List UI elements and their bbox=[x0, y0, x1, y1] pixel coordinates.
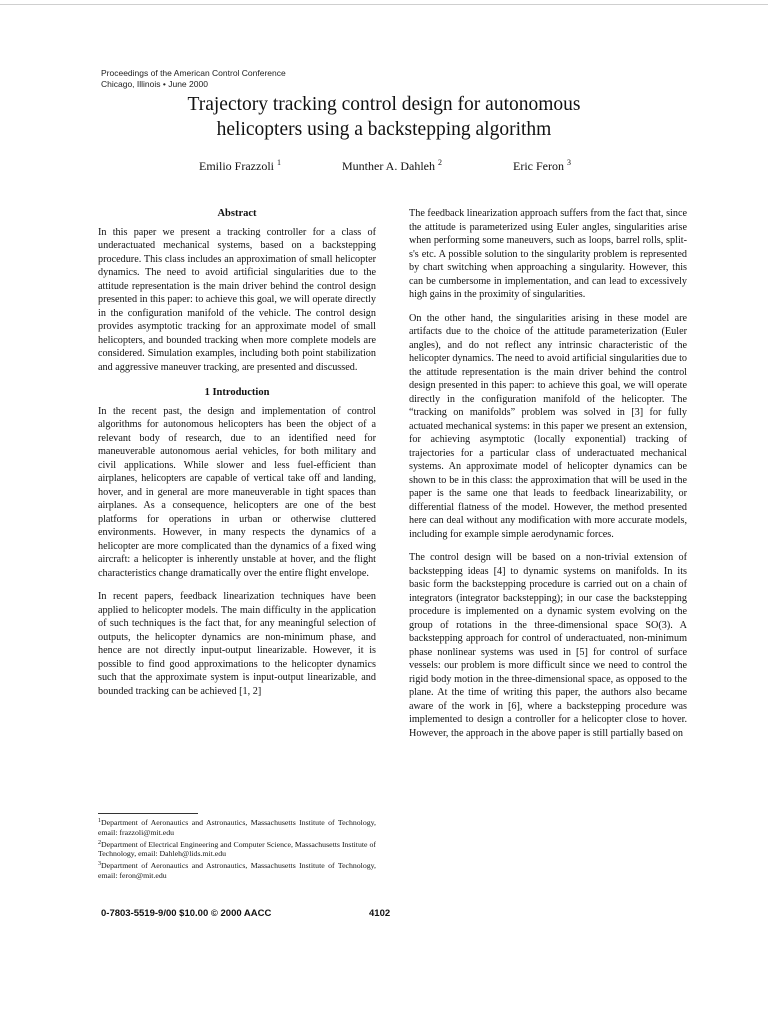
proceedings-header bbox=[101, 68, 286, 89]
right-paragraph-3: The control design will be based on a non-trivial extension of backstepping ideas [4] to dynamic systems on manifolds. In its basic form the backstepping procedure is carried out on a chain of integrators (integrator backstepping); in our case the backstepping procedure is implemented on a dynamic system evolving on the group of rotations in the three-dimensional space SO(3). A backstepping approach for control of underactuated, non-minimum phase nonlinear systems was used in [5] for control of surface vessels: our problem is more difficult since we need to control the rigid body motion in the three-dimensional space, as opposed to the plane. At the time of writing this paper, the authors also became aware of the work in [6], where a backstepping procedure was implemented to design a controller for a helicopter close to hover. However, the approach in the above paper is still partially based on bbox=[409, 552, 687, 739]
author-1-mark: 1 bbox=[276, 158, 281, 167]
footnote-1-text: Department of Aeronautics and Astronautics, Massachusetts Institute of Technology, email: frazzoli@mit.edu bbox=[98, 818, 376, 837]
isbn-footer: 0-7803-5519-9/00 $10.00 © 2000 AACC bbox=[101, 908, 272, 919]
abstract-text: In this paper we present a tracking controller for a class of underactuated mechanical systems, based on a backstepping procedure. This class includes an approximation of small helicopter dynamics. The need to avoid artificial singularities due to the attitude representation is the main driver behind the control design presented in this paper: to achieve this goal, we will operate directly in the configuration manifold of the vehicle. The control design provides asymptotic tracking for an approximate model of small helicopters, and bounded tracking when more complete models are considered. Simulation examples, including both point stabilization and aggressive maneuver tracking, are presented and discussed. bbox=[98, 226, 376, 373]
intro-paragraph-2: In recent papers, feedback linearization techniques have been applied to helicopter models. The main difficulty in the application of such techniques is the fact that, for any meaningful selection of outputs, the helicopter dynamics are non-minimum phase, and hence are not directly input-output linearizable. However, it is possible to find good approximations to the helicopter dynamics such that the approximate system is input-output linearizable, and bounded tracking can be achieved [1, 2] bbox=[98, 591, 376, 697]
right-paragraph-2: On the other hand, the singularities arising in these model are artifacts due to the choice of the attitude parameterization (Euler angles), and do not reflect any intrinsic characteristic of the helicopter dynamics. The need to avoid artificial singularities due to the attitude representation is the main driver behind the control design presented in this paper: to achieve this goal, we will operate directly in the configuration manifold of the helicopter. The “tracking on manifolds” problem was solved in [3] for fully actuated mechanical systems: in this paper we present an extension, for achieving asymptotic (locally exponential) tracking of trajectories for a particular class of underactuated mechanical systems. An approximate model of helicopter dynamics can be shown to be in this class: the approximation that will be used in the paper is the same one that leads to feedback linearizability, or differential flatness of the model. However, the method presented here can deal without any modification with more accurate models, including for example simple aerodynamic forces. bbox=[409, 312, 687, 540]
author-3 bbox=[513, 158, 571, 174]
footnote-2 bbox=[98, 839, 376, 860]
author-2 bbox=[342, 158, 442, 174]
footnote-1 bbox=[98, 817, 376, 838]
author-1 bbox=[199, 158, 281, 174]
footnote-3-text: Department of Aeronautics and Astronautics, Massachusetts Institute of Technology, email: feron@mit.edu bbox=[98, 861, 376, 880]
author-3-mark: 3 bbox=[566, 158, 571, 167]
title-line-1: Trajectory tracking control design for autonomous bbox=[187, 94, 581, 115]
page-top-rule bbox=[0, 4, 768, 5]
footnote-2-text: Department of Electrical Engineering and Computer Science, Massachusetts Institute of Technology, email: Dahleh@lids.mit.edu bbox=[98, 839, 376, 859]
author-2-name: Munther A. Dahleh bbox=[342, 159, 435, 173]
right-paragraph-1: The feedback linearization approach suffers from the fact that, since the attitude is parameterized using Euler angles, singularities arise when performing some maneuvers, such as loops, barrel rolls, split-s's etc. A possible solution to the singularity problem is represented by chart switching when approaching a singularity. However, this can be cumbersome in implementation, and can lead to excessively high gains in the proximity of singularities. bbox=[409, 208, 687, 300]
paper-title bbox=[40, 92, 728, 142]
footnote-3-mark: 3 bbox=[98, 861, 101, 868]
author-1-name: Emilio Frazzoli bbox=[199, 159, 274, 173]
page-number: 4102 bbox=[369, 908, 391, 919]
footnote-3 bbox=[98, 860, 376, 881]
author-3-name: Eric Feron bbox=[513, 159, 564, 173]
footnote-rule bbox=[98, 813, 198, 814]
footnote-2-mark: 2 bbox=[98, 839, 101, 846]
abstract-heading: Abstract bbox=[217, 208, 257, 219]
introduction-heading: 1 Introduction bbox=[204, 387, 270, 398]
footnotes bbox=[98, 817, 376, 882]
title-line-2: helicopters using a backstepping algorithm bbox=[216, 119, 552, 140]
right-column bbox=[409, 207, 687, 750]
proceedings-name: Proceedings of the American Control Conference bbox=[101, 68, 286, 78]
proceedings-location: Chicago, Illinois • June 2000 bbox=[101, 78, 208, 89]
footnote-1-mark: 1 bbox=[98, 818, 101, 824]
author-2-mark: 2 bbox=[437, 158, 442, 167]
left-column bbox=[98, 207, 376, 708]
intro-paragraph-1: In the recent past, the design and implementation of control algorithms for autonomous helicopters has been the object of a relevant body of research, due to an identified need for maneuverable autonomous aerial vehicles, for both military and civil applications. While slower and less fuel-efficient than airplanes, helicopters are capable of vertical take off and landing, hover, and in general are more maneuverable in tight spaces than airplanes. As a consequence, helicopters are one of the best platforms for operations in urban or otherwise cluttered environments. However, in many respects the dynamics of a helicopter are more complicated than the dynamics of a fixed wing aircraft: a helicopter is inherently unstable at hover, and the flight characteristics change dramatically over the entire flight envelope. bbox=[98, 405, 376, 579]
